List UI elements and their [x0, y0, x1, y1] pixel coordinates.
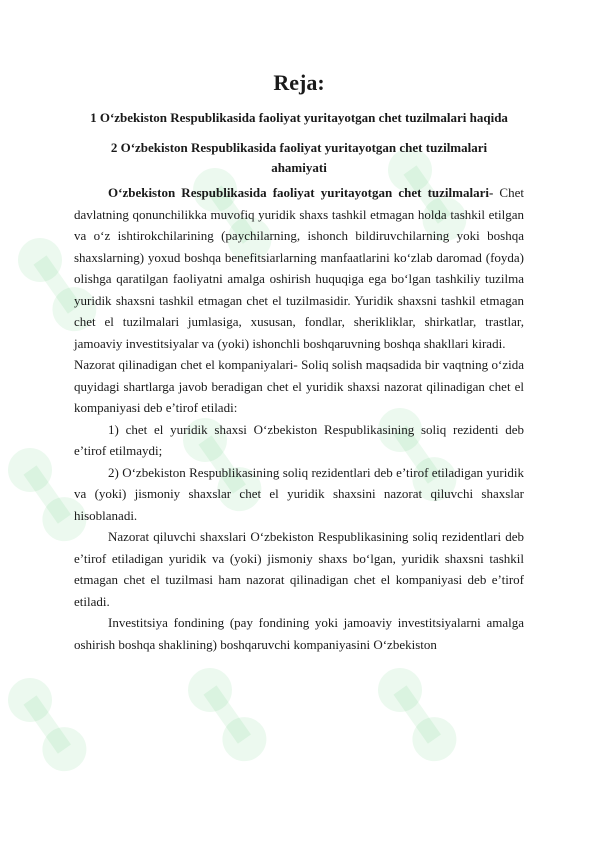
paragraph-condition-2: 2) O‘zbekiston Respublikasining soliq rezidentlari deb e’tirof etiladigan yuridik va (yoki) jismoniy shaxslar chet el yuridik shaxsini nazorat qiluvchi shaxslar hisoblanadi. — [74, 464, 524, 523]
paragraph-condition-1: 1) chet el yuridik shaxsi O‘zbekiston Respublikasining soliq rezidenti deb e’tirof etilmaydi; — [74, 421, 524, 458]
scissors-logo-icon — [0, 669, 95, 779]
paragraph-controlling-persons: Nazorat qiluvchi shaxslari O‘zbekiston Respublikasining soliq rezidentlari deb e’tirof etiladigan yuridik va (yoki) jismoniy shaxs bo‘lgan, yuridik shaxsni tashkil etmagan chet el tuzilmasi ham nazorat qilinadigan chet el kompaniyasi deb e’tirof etiladi. — [74, 529, 524, 609]
scissors-logo-icon — [369, 659, 465, 769]
document-content — [74, 70, 524, 655]
term-heading: O‘zbekiston Respublikasida faoliyat yuritayotgan chet tuzilmalari- — [108, 185, 494, 200]
plan-item-1: 1 O‘zbekiston Respublikasida faoliyat yuritayotgan chet tuzilmalari haqida — [90, 110, 508, 125]
paragraph-definition — [74, 182, 524, 354]
paragraph-controlled-companies: Nazorat qilinadigan chet el kompaniyalari- Soliq solish maqsadida bir vaqtning o‘zida quyidagi shartlarga javob beradigan chet el yuridik shaxsi nazorat qilinadigan chet el kompaniyasi deb e’tirof etiladi: — [74, 357, 524, 415]
scissors-logo-icon — [179, 659, 275, 769]
plan-item-2: 2 O‘zbekiston Respublikasida faoliyat yuritayotgan chet tuzilmalari ahamiyati — [110, 140, 488, 175]
page-title: Reja: — [273, 70, 325, 95]
paragraph-text: Chet davlatning qonunchilikka muvofiq yuridik shaxs tashkil etmagan holda tashkil etilgan va o‘z ishtirokchilarining (paychilarning, ishonch bildiruvchilarning yoki boshqa shaxslarning) yoxud boshqa benefitsiarlarning manfaatlarini ko‘zlab daromad (foyda) olishga qaratilgan faoliyatni amalga oshirish huquqiga ega bo‘lgan tashkiliy tuzilma yuridik shaxsni tashkil etmagan chet el tuzilmasidir. Yuridik shaxsni tashkil etmagan chet el tuzilmalari jumlasiga, xususan, fondlar, sherikliklar, shirkatlar, trastlar, jamoaviy investitsiyalar va (yoki) ishonchli boshqaruvning boshqa shakllari kiradi. — [74, 185, 524, 351]
paragraph-investment-fund: Investitsiya fondining (pay fondining yoki jamoaviy investitsiyalarni amalga oshirish boshqa shaklining) boshqaruvchi kompaniyasini O‘zbekiston — [74, 615, 524, 652]
